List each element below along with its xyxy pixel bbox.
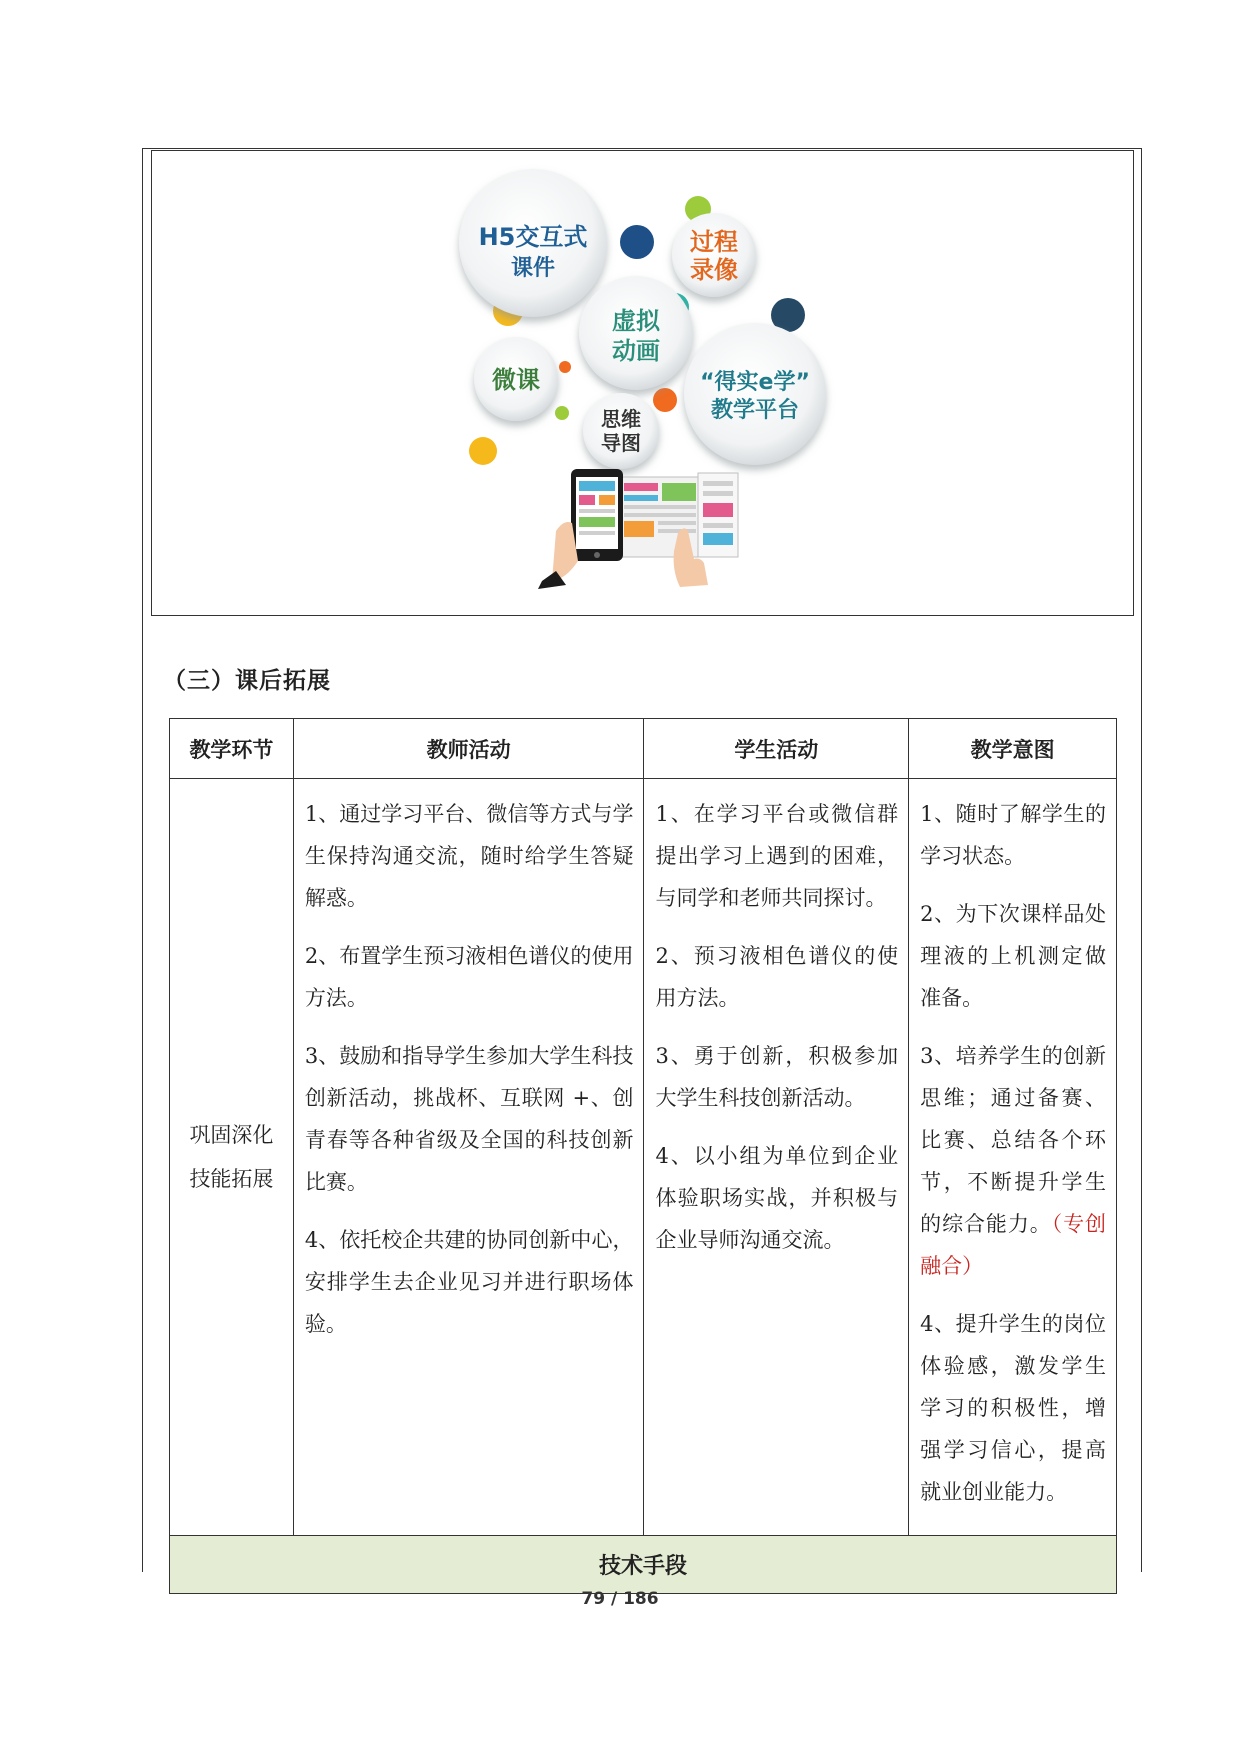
teaching-resources-illustration	[152, 151, 1135, 617]
table-header-row	[170, 719, 1117, 779]
dot-navy-1	[620, 225, 654, 259]
section-heading: （三）课后拓展	[163, 668, 331, 694]
page-number: 79 / 186	[581, 1589, 659, 1609]
teacher-activities	[293, 779, 644, 1536]
intent-item-3-text: 3、培养学生的创新思维；通过备赛、比赛、总结各个环节，不断提升学生的综合能力。	[920, 1044, 1106, 1236]
intent-note: （专创融合）	[920, 1212, 1107, 1278]
header-teacher: 教师活动	[293, 719, 644, 779]
dot-orange-1	[559, 361, 571, 373]
dot-green-2	[555, 406, 569, 420]
bubble-mindmap-line1: 思维	[601, 407, 641, 431]
student-item-3: 3、勇于创新，积极参加大学生科技创新活动。	[655, 1044, 899, 1110]
bubble-h5-line1: H5交互式	[478, 223, 588, 251]
teacher-item-1: 1、通过学习平台、微信等方式与学生保持沟通交流，随时给学生答疑解惑。	[304, 802, 634, 910]
bubble-platform-line2: 教学平台	[710, 398, 800, 423]
dot-orange-2	[653, 388, 677, 412]
tech-means-row	[170, 1536, 1117, 1594]
student-item-2: 2、预习液相色谱仪的使用方法。	[655, 944, 899, 1010]
bubble-anim-line2: 动画	[612, 337, 660, 365]
teacher-item-4: 4、依托校企共建的协同创新中心，安排学生去企业见习并进行职场体验。	[304, 1228, 634, 1336]
teacher-item-2: 2、布置学生预习液相色谱仪的使用方法。	[304, 944, 634, 1010]
header-intent: 教学意图	[909, 719, 1117, 779]
intent-item-2: 2、为下次课样品处理液的上机测定做准备。	[920, 902, 1106, 1010]
teacher-item-3: 3、鼓励和指导学生参加大学生科技创新活动，挑战杯、互联网 +、创青春等各种省级及全国的科技创新比赛。	[304, 1044, 634, 1194]
figure-box	[151, 150, 1134, 616]
dot-yellow-2	[469, 437, 497, 465]
phone-tablet-illustration	[538, 469, 738, 589]
student-item-1: 1、在学习平台或微信群提出学习上遇到的困难，与同学和老师共同探讨。	[655, 802, 899, 910]
bubble-micro-label: 微课	[492, 366, 540, 394]
bubble-video-line2: 录像	[690, 256, 738, 284]
bubble-video-line1: 过程	[690, 228, 738, 256]
intent-item-3	[920, 1035, 1106, 1287]
bubble-platform-line1: “得实e学”	[700, 370, 810, 395]
student-activities	[644, 779, 909, 1536]
bubble-h5-line2: 课件	[510, 256, 556, 281]
teaching-intent	[909, 779, 1117, 1536]
tech-means-header: 技术手段	[170, 1536, 1117, 1594]
table-row	[170, 779, 1117, 1536]
activity-table	[169, 718, 1117, 1594]
bubble-mindmap-line2: 导图	[601, 431, 641, 455]
header-student: 学生活动	[644, 719, 909, 779]
header-stage: 教学环节	[170, 719, 294, 779]
bubble-anim-line1: 虚拟	[612, 307, 660, 335]
intent-item-1: 1、随时了解学生的学习状态。	[920, 802, 1106, 868]
stage-cell: 巩固深化技能拓展	[170, 779, 294, 1536]
intent-item-4: 4、提升学生的岗位体验感，激发学生学习的积极性，增强学习信心，提高就业创业能力。	[920, 1312, 1106, 1504]
student-item-4: 4、以小组为单位到企业体验职场实战，并积极与企业导师沟通交流。	[655, 1144, 899, 1252]
